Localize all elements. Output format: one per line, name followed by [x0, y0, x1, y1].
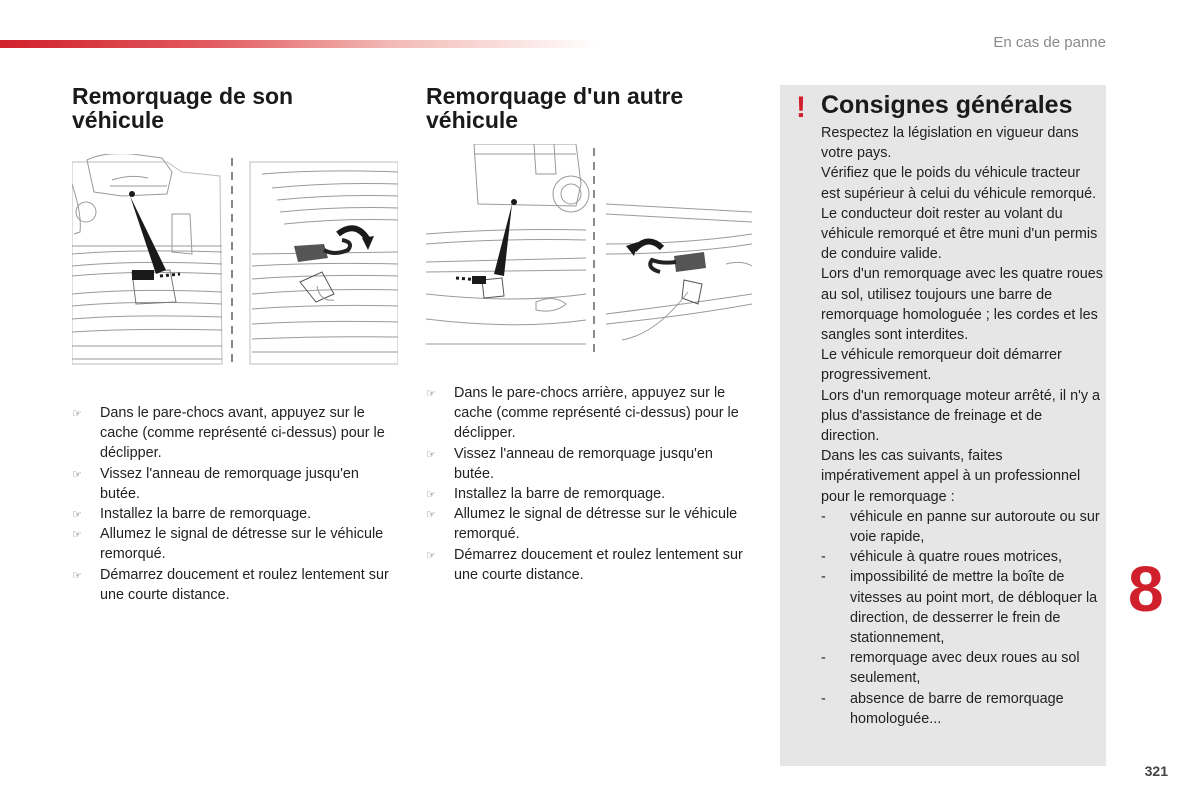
list-item: [426, 484, 756, 504]
list-item: [426, 444, 756, 484]
list-item: [426, 504, 756, 544]
panel-list: [821, 507, 1103, 729]
steps-list: [72, 403, 402, 605]
panel-paragraph: Lors d'un remorquage avec les quatre roues au sol, utilisez toujours une barre de remorquage homologuée ; les cordes et les sangles sont interdites.: [821, 266, 1103, 344]
step-text: Allumez le signal de détresse sur le véhicule remorqué.: [454, 506, 738, 543]
heading-tow-own-vehicle: [72, 84, 402, 132]
heading-line-2: véhicule: [426, 107, 519, 133]
list-item: [426, 545, 756, 585]
panel-title: Consignes générales: [821, 91, 1073, 119]
dash-bullet: -: [821, 549, 826, 566]
pointing-hand-icon: ☞: [426, 549, 436, 562]
dash-bullet: -: [821, 508, 826, 525]
page-number: 321: [1144, 763, 1168, 779]
chapter-number: 8: [1128, 553, 1164, 625]
step-text: Allumez le signal de détresse sur le véhicule remorqué.: [100, 526, 384, 563]
panel-paragraph: Dans les cas suivants, faites impérativement appel à un professionnel pour le remorquage :: [821, 448, 1081, 505]
pointing-hand-icon: ☞: [426, 388, 436, 400]
pointing-hand-icon: ☞: [72, 408, 82, 420]
pointing-hand-icon: ☞: [426, 509, 436, 522]
panel-paragraph: Lors d'un remorquage moteur arrêté, il n'y a plus d'assistance de freinage et de direction.: [821, 387, 1101, 445]
heading-line-2: véhicule: [72, 107, 165, 133]
pointing-hand-icon: ☞: [72, 529, 82, 542]
panel-body: [821, 123, 1103, 729]
list-item: [821, 689, 1103, 729]
dash-bullet: -: [821, 569, 826, 586]
step-text: Vissez l'anneau de remorquage jusqu'en butée.: [100, 465, 359, 502]
pointing-hand-icon: ☞: [426, 489, 436, 502]
heading-line-1: Remorquage de son: [72, 83, 294, 109]
list-item: [72, 403, 402, 464]
list-item: [72, 524, 402, 564]
column-tow-other-vehicle: [426, 84, 756, 585]
step-text: Installez la barre de remorquage.: [100, 506, 312, 523]
list-item: [821, 547, 1103, 567]
list-item-text: véhicule en panne sur autoroute ou sur voie rapide,: [850, 508, 1100, 546]
list-item: [72, 464, 402, 504]
rear-towing-illustration: [426, 144, 752, 362]
step-text: Démarrez doucement et roulez lentement sur une courte distance.: [454, 546, 743, 583]
list-item: [72, 565, 402, 605]
step-text: Dans le pare-chocs avant, appuyez sur le cache (comme représenté ci-dessus) pour le déclipper.: [100, 405, 385, 462]
list-item: [72, 504, 402, 524]
list-item: [821, 648, 1103, 688]
list-item-text: impossibilité de mettre la boîte de vitesses au point mort, de débloquer la direction, de desserrer le frein de stationnement,: [850, 569, 1098, 647]
warning-icon: !: [796, 91, 806, 124]
step-text: Vissez l'anneau de remorquage jusqu'en butée.: [454, 445, 713, 482]
panel-paragraph: Respectez la législation en vigueur dans votre pays.: [821, 125, 1079, 162]
panel-paragraph: Vérifiez que le poids du véhicule tracteur est supérieur à celui du véhicule remorqué.: [821, 165, 1097, 202]
dash-bullet: -: [821, 650, 826, 667]
step-text: Démarrez doucement et roulez lentement sur une courte distance.: [100, 566, 389, 603]
column-tow-own-vehicle: [72, 84, 402, 605]
dash-bullet: -: [821, 690, 826, 707]
pointing-hand-icon: ☞: [72, 468, 82, 481]
header-accent-bar: [0, 40, 600, 48]
front-towing-illustration: [72, 154, 398, 374]
list-item-text: absence de barre de remorquage homologuée...: [850, 690, 1064, 727]
pointing-hand-icon: ☞: [72, 569, 82, 582]
list-item: [821, 507, 1103, 547]
steps-list: [426, 383, 756, 585]
pointing-hand-icon: ☞: [426, 448, 436, 461]
list-item: [821, 567, 1103, 648]
pointing-hand-icon: ☞: [72, 509, 82, 522]
general-instructions-panel: [780, 85, 1106, 766]
panel-paragraph: Le véhicule remorqueur doit démarrer progressivement.: [821, 347, 1062, 384]
section-title: En cas de panne: [993, 34, 1106, 51]
step-text: Installez la barre de remorquage.: [454, 486, 666, 503]
step-text: Dans le pare-chocs arrière, appuyez sur le cache (comme représenté ci-dessus) pour le déclipper.: [454, 385, 739, 442]
list-item-text: remorquage avec deux roues au sol seulement,: [850, 650, 1080, 687]
list-item: [426, 383, 756, 444]
panel-paragraph: Le conducteur doit rester au volant du véhicule remorqué et être muni d'un permis de conduire valide.: [821, 205, 1098, 263]
heading-tow-other-vehicle: [426, 84, 756, 132]
list-item-text: véhicule à quatre roues motrices,: [850, 549, 1062, 566]
heading-line-1: Remorquage d'un autre: [426, 83, 684, 109]
